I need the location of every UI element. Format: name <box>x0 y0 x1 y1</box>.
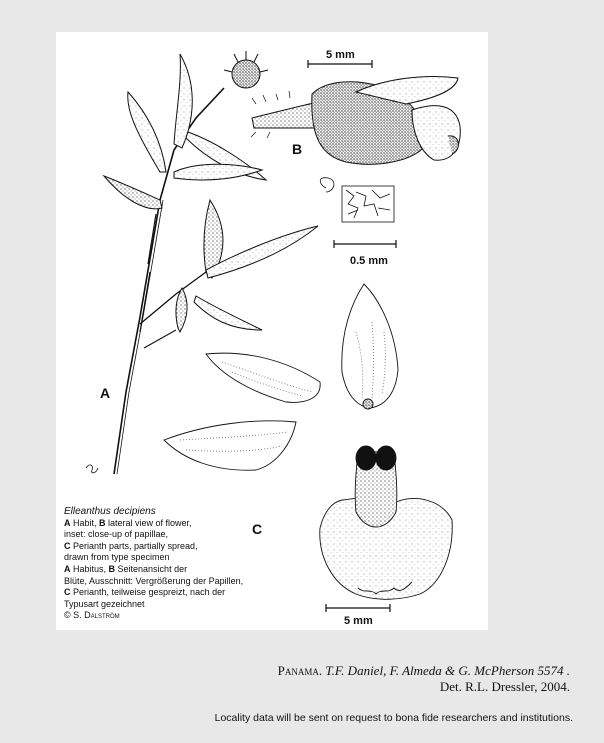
scale-bottom-text: 5 mm <box>344 615 373 627</box>
species-name: Elleanthus decipiens <box>64 506 156 517</box>
caption-de-line-1: A Habitus, B Seitenansicht der <box>64 563 188 574</box>
caption-line-4: drawn from type specimen <box>64 552 170 563</box>
label-c: C <box>252 521 263 537</box>
scale-bar-top <box>308 60 372 68</box>
scale-inset-text: 0.5 mm <box>350 255 388 267</box>
botanical-plate <box>56 32 488 630</box>
copyright: © S. Dalström <box>64 610 120 621</box>
locality-note: Locality data will be sent on request to bona fide researchers and institutions. <box>214 712 573 724</box>
flower-lateral-drawing <box>251 77 460 192</box>
caption-line-2: inset: close-up of papillae, <box>64 529 169 540</box>
scale-bar-inset <box>334 240 396 248</box>
determination-line: Det. R.L. Dressler, 2004. <box>439 679 570 694</box>
scale-bar-bottom <box>326 604 390 612</box>
label-a: A <box>100 385 111 401</box>
caption-line-1: A Habit, B lateral view of flower, <box>64 517 192 528</box>
caption-de-line-3: C Perianth, teilweise gespreizt, nach der <box>64 587 226 598</box>
label-b: B <box>292 141 303 157</box>
specimen-citation <box>278 663 570 695</box>
papillae-inset <box>342 186 394 222</box>
scale-top-text: 5 mm <box>326 49 355 61</box>
figure-caption <box>64 506 304 622</box>
caption-de-line-4: Typusart gezeichnet <box>64 598 145 609</box>
collector-line: Panama. T.F. Daniel, F. Almeda & G. McPherson 5574 . <box>277 663 570 678</box>
caption-line-3: C Perianth parts, partially spread, <box>64 540 198 551</box>
caption-de-line-2: Blüte, Ausschnitt: Vergrößerung der Papillen, <box>64 575 244 586</box>
